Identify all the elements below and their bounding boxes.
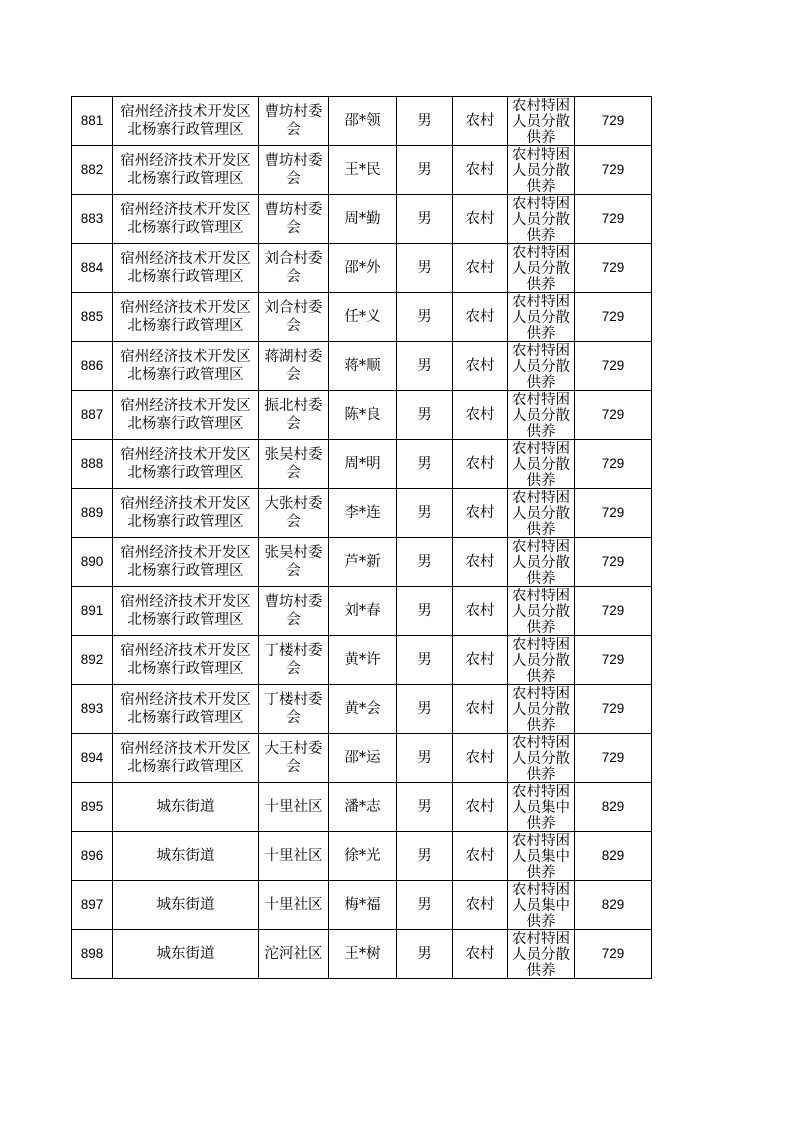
support-type-line-3: 供养: [526, 913, 556, 929]
gender-cell: 男: [397, 97, 453, 146]
village-cell: [259, 391, 329, 440]
row-number: 883: [72, 195, 113, 244]
gender-cell: 男: [397, 734, 453, 783]
support-type-line-1: 农村特困: [512, 195, 570, 212]
gender-cell: 男: [397, 636, 453, 685]
residence-cell: 农村: [453, 146, 508, 195]
region-line-1: 宿州经济技术开发区: [120, 692, 251, 708]
village-line-2: 会: [286, 220, 301, 236]
table-row: [72, 538, 652, 587]
name-cell: 刘*春: [329, 587, 397, 636]
row-number: 886: [72, 342, 113, 391]
village-line-1: 曹坊村委: [264, 202, 323, 218]
village-cell: [259, 293, 329, 342]
row-number: 898: [72, 930, 113, 979]
support-type-line-1: 农村特困: [512, 391, 570, 408]
support-type-cell: [508, 489, 575, 538]
amount-cell: 729: [575, 587, 652, 636]
region-line-2: 北杨寨行政管理区: [127, 171, 244, 187]
gender-cell: 男: [397, 440, 453, 489]
support-type-line-3: 供养: [526, 717, 556, 733]
village-line-2: 会: [286, 269, 301, 285]
table-row: [72, 832, 652, 881]
region-line-2: 北杨寨行政管理区: [127, 759, 244, 775]
support-type-cell: [508, 342, 575, 391]
row-number: 885: [72, 293, 113, 342]
name-cell: 周*勤: [329, 195, 397, 244]
name-cell: 邵*外: [329, 244, 397, 293]
residence-cell: 农村: [453, 195, 508, 244]
village-cell: [259, 734, 329, 783]
support-type-line-1: 农村特困: [512, 538, 570, 555]
support-type-cell: [508, 636, 575, 685]
region-line-2: 北杨寨行政管理区: [127, 122, 244, 138]
support-type-cell: [508, 146, 575, 195]
name-cell: 蒋*顺: [329, 342, 397, 391]
row-number: 887: [72, 391, 113, 440]
village-cell: [259, 146, 329, 195]
support-type-line-3: 供养: [526, 129, 556, 145]
region-cell: [113, 489, 259, 538]
gender-cell: 男: [397, 587, 453, 636]
region-line-2: 北杨寨行政管理区: [127, 220, 244, 236]
region-cell: [113, 440, 259, 489]
residence-cell: 农村: [453, 440, 508, 489]
support-type-line-2: 人员分散: [512, 456, 570, 473]
residence-cell: 农村: [453, 636, 508, 685]
support-type-cell: [508, 391, 575, 440]
region-cell: [113, 685, 259, 734]
support-type-cell: [508, 244, 575, 293]
region-cell: [113, 195, 259, 244]
residence-cell: 农村: [453, 538, 508, 587]
region-line-1: 宿州经济技术开发区: [120, 594, 251, 610]
row-number: 897: [72, 881, 113, 930]
table-row: [72, 881, 652, 930]
amount-cell: 729: [575, 293, 652, 342]
table-row: [72, 97, 652, 146]
row-number: 892: [72, 636, 113, 685]
roster-table: [71, 96, 652, 979]
support-type-line-3: 供养: [526, 962, 556, 978]
gender-cell: 男: [397, 293, 453, 342]
support-type-line-1: 农村特困: [512, 293, 570, 310]
residence-cell: 农村: [453, 97, 508, 146]
village-line-2: 会: [286, 416, 301, 432]
village-cell: [259, 538, 329, 587]
village-line-1: 十里社区: [264, 848, 323, 864]
village-line-1: 振北村委: [264, 398, 323, 414]
support-type-cell: [508, 293, 575, 342]
region-line-2: 北杨寨行政管理区: [127, 367, 244, 383]
name-cell: 黄*许: [329, 636, 397, 685]
region-cell: [113, 391, 259, 440]
roster-body: [72, 97, 652, 979]
support-type-line-1: 农村特困: [512, 489, 570, 506]
region-cell: [113, 881, 259, 930]
residence-cell: 农村: [453, 489, 508, 538]
village-line-2: 会: [286, 318, 301, 334]
support-type-line-3: 供养: [526, 423, 556, 439]
residence-cell: 农村: [453, 244, 508, 293]
region-line-2: 北杨寨行政管理区: [127, 612, 244, 628]
gender-cell: 男: [397, 832, 453, 881]
region-line-1: 宿州经济技术开发区: [120, 545, 251, 561]
support-type-cell: [508, 195, 575, 244]
name-cell: 黄*会: [329, 685, 397, 734]
region-cell: [113, 832, 259, 881]
name-cell: 王*民: [329, 146, 397, 195]
support-type-cell: [508, 97, 575, 146]
village-line-2: 会: [286, 514, 301, 530]
residence-cell: 农村: [453, 783, 508, 832]
support-type-line-3: 供养: [526, 570, 556, 586]
support-type-line-2: 人员分散: [512, 211, 570, 228]
table-row: [72, 587, 652, 636]
village-line-1: 大王村委: [264, 741, 323, 757]
support-type-line-1: 农村特困: [512, 342, 570, 359]
region-cell: [113, 930, 259, 979]
region-line-1: 宿州经济技术开发区: [120, 104, 251, 120]
region-line-1: 城东街道: [156, 848, 215, 864]
amount-cell: 829: [575, 783, 652, 832]
table-row: [72, 293, 652, 342]
support-type-line-1: 农村特困: [512, 587, 570, 604]
village-line-1: 丁楼村委: [264, 692, 323, 708]
support-type-line-2: 人员集中: [512, 848, 570, 865]
region-line-1: 宿州经济技术开发区: [120, 202, 251, 218]
support-type-line-2: 人员分散: [512, 407, 570, 424]
village-line-2: 会: [286, 759, 301, 775]
region-line-2: 北杨寨行政管理区: [127, 269, 244, 285]
support-type-line-3: 供养: [526, 374, 556, 390]
support-type-line-2: 人员分散: [512, 701, 570, 718]
gender-cell: 男: [397, 342, 453, 391]
name-cell: 梅*福: [329, 881, 397, 930]
village-line-2: 会: [286, 171, 301, 187]
row-number: 884: [72, 244, 113, 293]
support-type-cell: [508, 734, 575, 783]
residence-cell: 农村: [453, 881, 508, 930]
support-type-line-3: 供养: [526, 668, 556, 684]
amount-cell: 829: [575, 832, 652, 881]
region-cell: [113, 146, 259, 195]
support-type-line-1: 农村特困: [512, 636, 570, 653]
village-cell: [259, 97, 329, 146]
table-row: [72, 391, 652, 440]
village-line-2: 会: [286, 612, 301, 628]
region-line-2: 北杨寨行政管理区: [127, 710, 244, 726]
support-type-line-1: 农村特困: [512, 783, 570, 800]
village-cell: [259, 636, 329, 685]
gender-cell: 男: [397, 930, 453, 979]
support-type-line-1: 农村特困: [512, 146, 570, 163]
village-line-1: 张吴村委: [264, 545, 323, 561]
support-type-line-3: 供养: [526, 472, 556, 488]
row-number: 896: [72, 832, 113, 881]
support-type-line-2: 人员分散: [512, 946, 570, 963]
amount-cell: 729: [575, 636, 652, 685]
village-line-1: 曹坊村委: [264, 104, 323, 120]
village-cell: [259, 685, 329, 734]
region-line-1: 宿州经济技术开发区: [120, 496, 251, 512]
support-type-line-1: 农村特困: [512, 832, 570, 849]
amount-cell: 729: [575, 97, 652, 146]
village-cell: [259, 489, 329, 538]
amount-cell: 729: [575, 930, 652, 979]
name-cell: 徐*光: [329, 832, 397, 881]
support-type-line-3: 供养: [526, 815, 556, 831]
support-type-line-2: 人员分散: [512, 554, 570, 571]
gender-cell: 男: [397, 244, 453, 293]
residence-cell: 农村: [453, 832, 508, 881]
gender-cell: 男: [397, 783, 453, 832]
support-type-line-3: 供养: [526, 227, 556, 243]
region-cell: [113, 734, 259, 783]
village-line-2: 会: [286, 710, 301, 726]
village-cell: [259, 440, 329, 489]
region-line-1: 宿州经济技术开发区: [120, 398, 251, 414]
region-line-1: 城东街道: [156, 897, 215, 913]
amount-cell: 729: [575, 391, 652, 440]
region-cell: [113, 587, 259, 636]
support-type-line-3: 供养: [526, 619, 556, 635]
row-number: 891: [72, 587, 113, 636]
amount-cell: 729: [575, 146, 652, 195]
gender-cell: 男: [397, 538, 453, 587]
residence-cell: 农村: [453, 930, 508, 979]
region-cell: [113, 244, 259, 293]
support-type-cell: [508, 538, 575, 587]
village-cell: [259, 832, 329, 881]
support-type-line-2: 人员分散: [512, 505, 570, 522]
gender-cell: 男: [397, 881, 453, 930]
region-line-1: 城东街道: [156, 946, 215, 962]
table-row: [72, 440, 652, 489]
village-cell: [259, 195, 329, 244]
village-line-1: 沱河社区: [264, 946, 323, 962]
table-row: [72, 636, 652, 685]
region-line-1: 宿州经济技术开发区: [120, 349, 251, 365]
gender-cell: 男: [397, 489, 453, 538]
name-cell: 周*明: [329, 440, 397, 489]
village-line-2: 会: [286, 563, 301, 579]
support-type-line-1: 农村特困: [512, 685, 570, 702]
amount-cell: 729: [575, 440, 652, 489]
table-row: [72, 685, 652, 734]
amount-cell: 829: [575, 881, 652, 930]
region-cell: [113, 783, 259, 832]
support-type-line-2: 人员分散: [512, 260, 570, 277]
support-type-cell: [508, 832, 575, 881]
region-line-1: 城东街道: [156, 799, 215, 815]
name-cell: 任*义: [329, 293, 397, 342]
region-cell: [113, 538, 259, 587]
village-cell: [259, 881, 329, 930]
gender-cell: 男: [397, 391, 453, 440]
support-type-line-3: 供养: [526, 178, 556, 194]
support-type-line-2: 人员分散: [512, 162, 570, 179]
village-line-2: 会: [286, 465, 301, 481]
region-line-1: 宿州经济技术开发区: [120, 153, 251, 169]
residence-cell: 农村: [453, 587, 508, 636]
support-type-line-3: 供养: [526, 766, 556, 782]
village-line-1: 张吴村委: [264, 447, 323, 463]
support-type-line-3: 供养: [526, 521, 556, 537]
table-row: [72, 244, 652, 293]
region-line-1: 宿州经济技术开发区: [120, 741, 251, 757]
row-number: 889: [72, 489, 113, 538]
residence-cell: 农村: [453, 685, 508, 734]
table-row: [72, 930, 652, 979]
village-line-1: 曹坊村委: [264, 594, 323, 610]
row-number: 893: [72, 685, 113, 734]
name-cell: 王*树: [329, 930, 397, 979]
residence-cell: 农村: [453, 342, 508, 391]
region-line-1: 宿州经济技术开发区: [120, 447, 251, 463]
region-line-1: 宿州经济技术开发区: [120, 300, 251, 316]
support-type-line-1: 农村特困: [512, 881, 570, 898]
region-cell: [113, 97, 259, 146]
table-row: [72, 195, 652, 244]
name-cell: 邵*运: [329, 734, 397, 783]
support-type-line-2: 人员集中: [512, 799, 570, 816]
name-cell: 陈*良: [329, 391, 397, 440]
support-type-line-1: 农村特困: [512, 734, 570, 751]
support-type-line-3: 供养: [526, 325, 556, 341]
support-type-line-2: 人员分散: [512, 113, 570, 130]
region-line-2: 北杨寨行政管理区: [127, 563, 244, 579]
support-type-cell: [508, 587, 575, 636]
name-cell: 潘*志: [329, 783, 397, 832]
row-number: 888: [72, 440, 113, 489]
region-line-2: 北杨寨行政管理区: [127, 661, 244, 677]
amount-cell: 729: [575, 489, 652, 538]
table-row: [72, 342, 652, 391]
support-type-cell: [508, 930, 575, 979]
amount-cell: 729: [575, 195, 652, 244]
region-cell: [113, 636, 259, 685]
amount-cell: 729: [575, 538, 652, 587]
village-line-1: 十里社区: [264, 799, 323, 815]
support-type-line-2: 人员分散: [512, 309, 570, 326]
support-type-line-2: 人员集中: [512, 897, 570, 914]
village-line-1: 蒋湖村委: [264, 349, 323, 365]
table-row: [72, 489, 652, 538]
village-cell: [259, 342, 329, 391]
village-line-1: 丁楼村委: [264, 643, 323, 659]
support-type-line-3: 供养: [526, 276, 556, 292]
row-number: 882: [72, 146, 113, 195]
gender-cell: 男: [397, 146, 453, 195]
region-line-2: 北杨寨行政管理区: [127, 318, 244, 334]
amount-cell: 729: [575, 685, 652, 734]
support-type-line-1: 农村特困: [512, 244, 570, 261]
support-type-line-2: 人员分散: [512, 358, 570, 375]
support-type-line-1: 农村特困: [512, 930, 570, 947]
village-cell: [259, 783, 329, 832]
residence-cell: 农村: [453, 391, 508, 440]
gender-cell: 男: [397, 685, 453, 734]
gender-cell: 男: [397, 195, 453, 244]
support-type-line-2: 人员分散: [512, 750, 570, 767]
row-number: 894: [72, 734, 113, 783]
table-row: [72, 734, 652, 783]
support-type-line-2: 人员分散: [512, 603, 570, 620]
amount-cell: 729: [575, 342, 652, 391]
village-cell: [259, 244, 329, 293]
support-type-line-1: 农村特困: [512, 97, 570, 114]
village-cell: [259, 587, 329, 636]
support-type-cell: [508, 783, 575, 832]
region-cell: [113, 342, 259, 391]
region-cell: [113, 293, 259, 342]
village-line-1: 刘合村委: [264, 300, 323, 316]
support-type-cell: [508, 440, 575, 489]
name-cell: 芦*新: [329, 538, 397, 587]
row-number: 881: [72, 97, 113, 146]
support-type-line-1: 农村特困: [512, 440, 570, 457]
region-line-1: 宿州经济技术开发区: [120, 251, 251, 267]
village-line-1: 大张村委: [264, 496, 323, 512]
village-line-2: 会: [286, 661, 301, 677]
residence-cell: 农村: [453, 734, 508, 783]
amount-cell: 729: [575, 244, 652, 293]
village-line-2: 会: [286, 122, 301, 138]
table-row: [72, 783, 652, 832]
village-line-1: 曹坊村委: [264, 153, 323, 169]
name-cell: 邵*领: [329, 97, 397, 146]
village-line-1: 十里社区: [264, 897, 323, 913]
support-type-cell: [508, 685, 575, 734]
village-line-2: 会: [286, 367, 301, 383]
row-number: 895: [72, 783, 113, 832]
amount-cell: 729: [575, 734, 652, 783]
support-type-line-3: 供养: [526, 864, 556, 880]
region-line-2: 北杨寨行政管理区: [127, 465, 244, 481]
region-line-2: 北杨寨行政管理区: [127, 416, 244, 432]
village-line-1: 刘合村委: [264, 251, 323, 267]
village-cell: [259, 930, 329, 979]
row-number: 890: [72, 538, 113, 587]
support-type-line-2: 人员分散: [512, 652, 570, 669]
region-line-1: 宿州经济技术开发区: [120, 643, 251, 659]
table-row: [72, 146, 652, 195]
region-line-2: 北杨寨行政管理区: [127, 514, 244, 530]
name-cell: 李*连: [329, 489, 397, 538]
residence-cell: 农村: [453, 293, 508, 342]
support-type-cell: [508, 881, 575, 930]
